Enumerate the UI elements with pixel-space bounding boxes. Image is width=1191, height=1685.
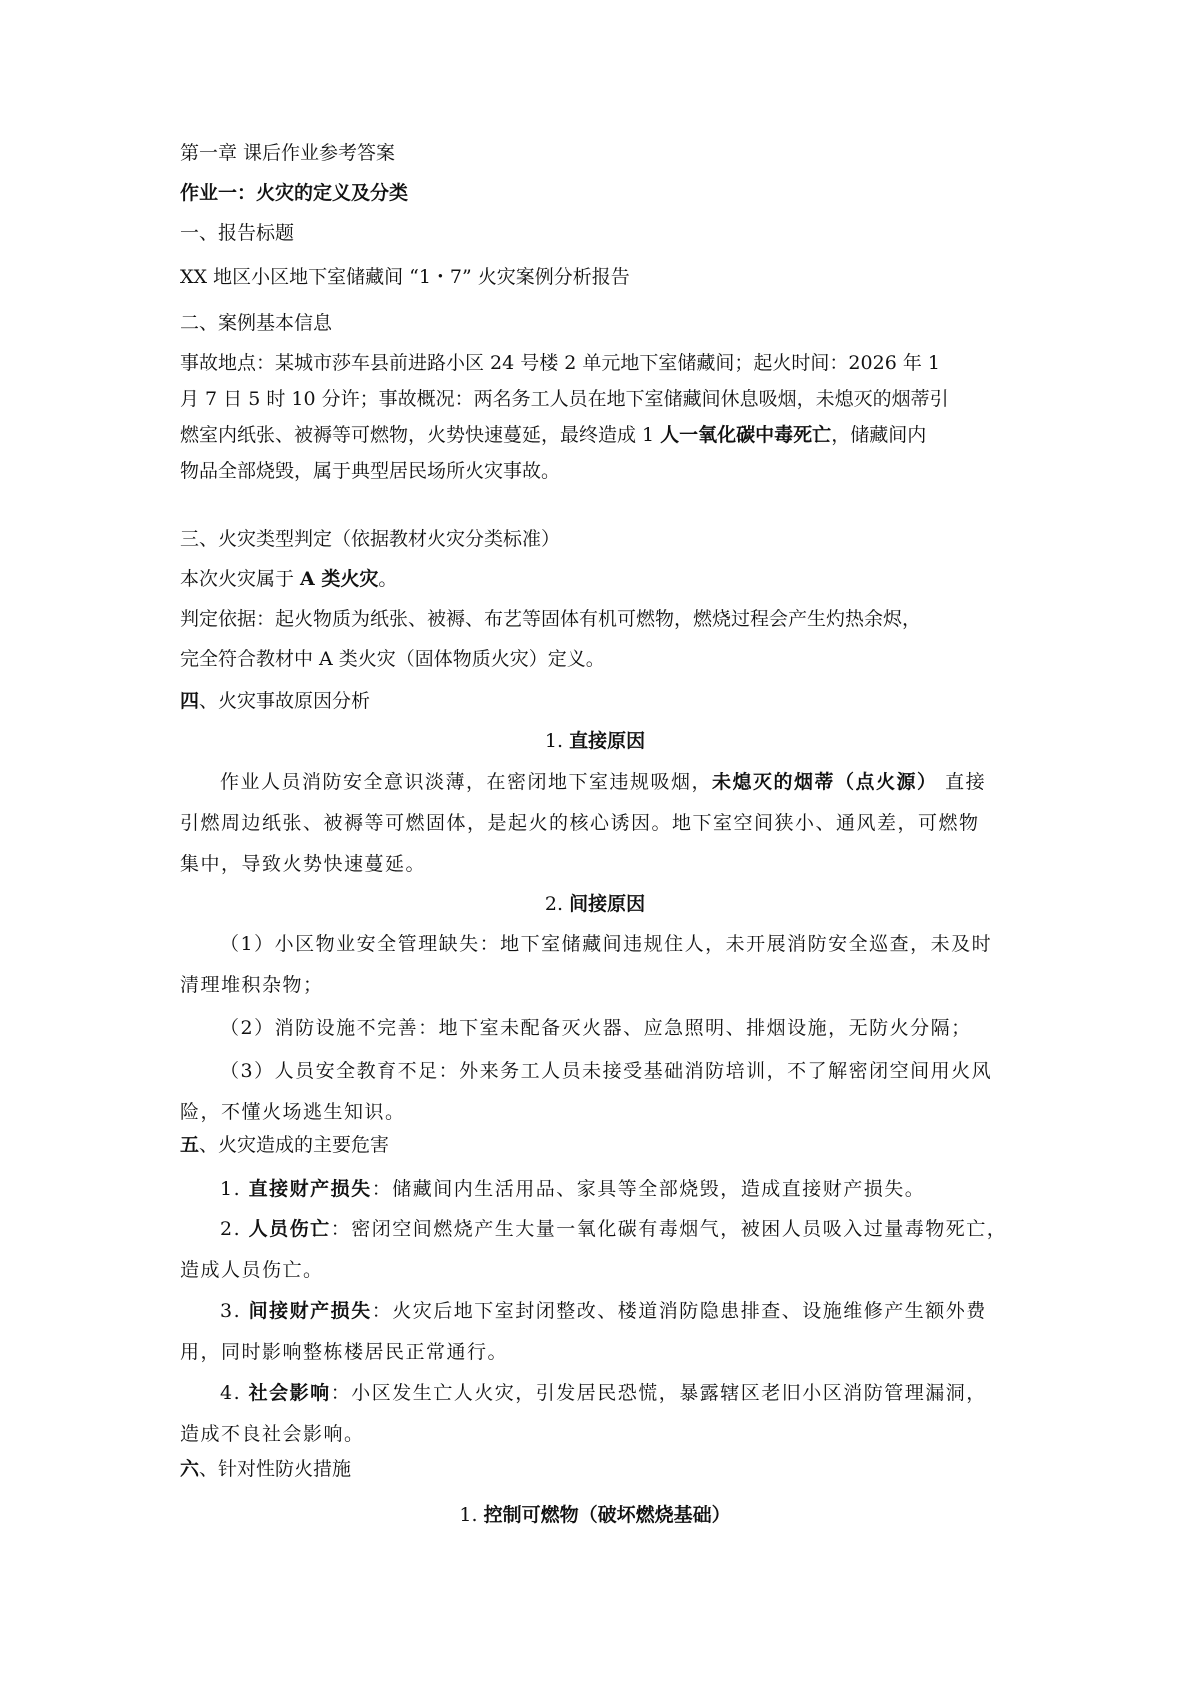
- direct-cause-line: 作业人员消防安全意识淡薄，在密闭地下室违规吸烟，未熄灭的烟蒂（点火源） 直接: [220, 771, 987, 793]
- section-2-heading: 二、案例基本信息: [180, 312, 333, 334]
- harm-item-2: [180, 1209, 1010, 1291]
- verdict-basis-line: 判定依据：起火物质为纸张、被褥、布艺等固体有机可燃物，燃烧过程会产生灼热余烬，: [180, 608, 922, 630]
- indirect-cause-item-2: （2）消防设施不完善：地下室未配备灭火器、应急照明、排烟设施，无防火分隔；: [220, 1017, 972, 1039]
- measure-1-title: 1. 控制可燃物（破坏燃烧基础）: [459, 1504, 731, 1526]
- harm-line: 用，同时影响整栋楼居民正常通行。: [180, 1341, 509, 1363]
- direct-cause-title: 1. 直接原因: [544, 730, 646, 752]
- fire-class-emphasis: A 类火灾: [300, 568, 379, 590]
- harm-item-1: 1. 直接财产损失：储藏间内生活用品、家具等全部烧毁，造成直接财产损失。: [220, 1178, 926, 1200]
- section-3-heading: 三、火灾类型判定（依据教材火灾分类标准）: [180, 528, 561, 550]
- harm-item-4: [180, 1373, 1010, 1455]
- death-cause-emphasis: 人一氧化碳中毒死亡: [660, 424, 832, 446]
- harm-item-3: [180, 1291, 1010, 1373]
- case-info-line: 事故地点：某城市莎车县前进路小区 24 号楼 2 单元地下室储藏间；起火时间：2026 年 1: [180, 352, 940, 374]
- direct-cause-line: 引燃周边纸张、被褥等可燃固体，是起火的核心诱因。地下室空间狭小、通风差，可燃物: [180, 812, 980, 834]
- harm-line: 造成人员伤亡。: [180, 1259, 324, 1281]
- fire-class-verdict: 本次火灾属于 A 类火灾。: [180, 568, 398, 590]
- section-4-heading: 四、火灾事故原因分析: [180, 690, 371, 712]
- chapter-title: 第一章 课后作业参考答案: [180, 142, 396, 164]
- verdict-basis-line: 完全符合教材中 A 类火灾（固体物质火灾）定义。: [180, 648, 605, 670]
- assignment-title: 作业一：火灾的定义及分类: [180, 182, 409, 204]
- indirect-cause-line: （3）人员安全教育不足：外来务工人员未接受基础消防培训，不了解密闭空间用火风: [220, 1060, 993, 1082]
- case-info-line: 燃室内纸张、被褥等可燃物，火势快速蔓延，最终造成 1 人一氧化碳中毒死亡，储藏间内: [180, 424, 927, 446]
- case-info-line: 月 7 日 5 时 10 分许；事故概况：两名务工人员在地下室储藏间休息吸烟，未熄灭的烟蒂引: [180, 388, 949, 410]
- harm-line: 4. 社会影响：小区发生亡人火灾，引发居民恐慌，暴露辖区老旧小区消防管理漏洞，: [220, 1382, 987, 1404]
- case-info-paragraph: [180, 345, 949, 489]
- indirect-cause-line: 清理堆积杂物；: [180, 974, 324, 996]
- direct-cause-paragraph: [180, 762, 1010, 885]
- harm-line: 2. 人员伤亡：密闭空间燃烧产生大量一氧化碳有毒烟气，被困人员吸入过量毒物死亡，: [220, 1218, 1008, 1240]
- section-6-heading: 六、针对性防火措施: [180, 1458, 352, 1480]
- indirect-cause-line: 险，不懂火场逃生知识。: [180, 1101, 406, 1123]
- indirect-cause-item-3: [180, 1051, 1010, 1133]
- section-5-heading: 五、火灾造成的主要危害: [180, 1134, 390, 1156]
- harm-line: 3. 间接财产损失：火灾后地下室封闭整改、楼道消防隐患排查、设施维修产生额外费: [220, 1300, 987, 1322]
- indirect-cause-item-1: [180, 924, 1010, 1006]
- indirect-cause-title: 2. 间接原因: [544, 893, 646, 915]
- ignition-source-emphasis: 未熄灭的烟蒂（点火源）: [712, 771, 938, 793]
- section-1-heading: 一、报告标题: [180, 222, 295, 244]
- report-title: XX 地区小区地下室储藏间 “1・7” 火灾案例分析报告: [180, 266, 630, 288]
- case-info-line: 物品全部烧毁，属于典型居民场所火灾事故。: [180, 460, 561, 482]
- harm-line: 造成不良社会影响。: [180, 1423, 365, 1445]
- direct-cause-line: 集中，导致火势快速蔓延。: [180, 853, 427, 875]
- indirect-cause-line: （1）小区物业安全管理缺失：地下室储藏间违规住人，未开展消防安全巡查，未及时: [220, 933, 993, 955]
